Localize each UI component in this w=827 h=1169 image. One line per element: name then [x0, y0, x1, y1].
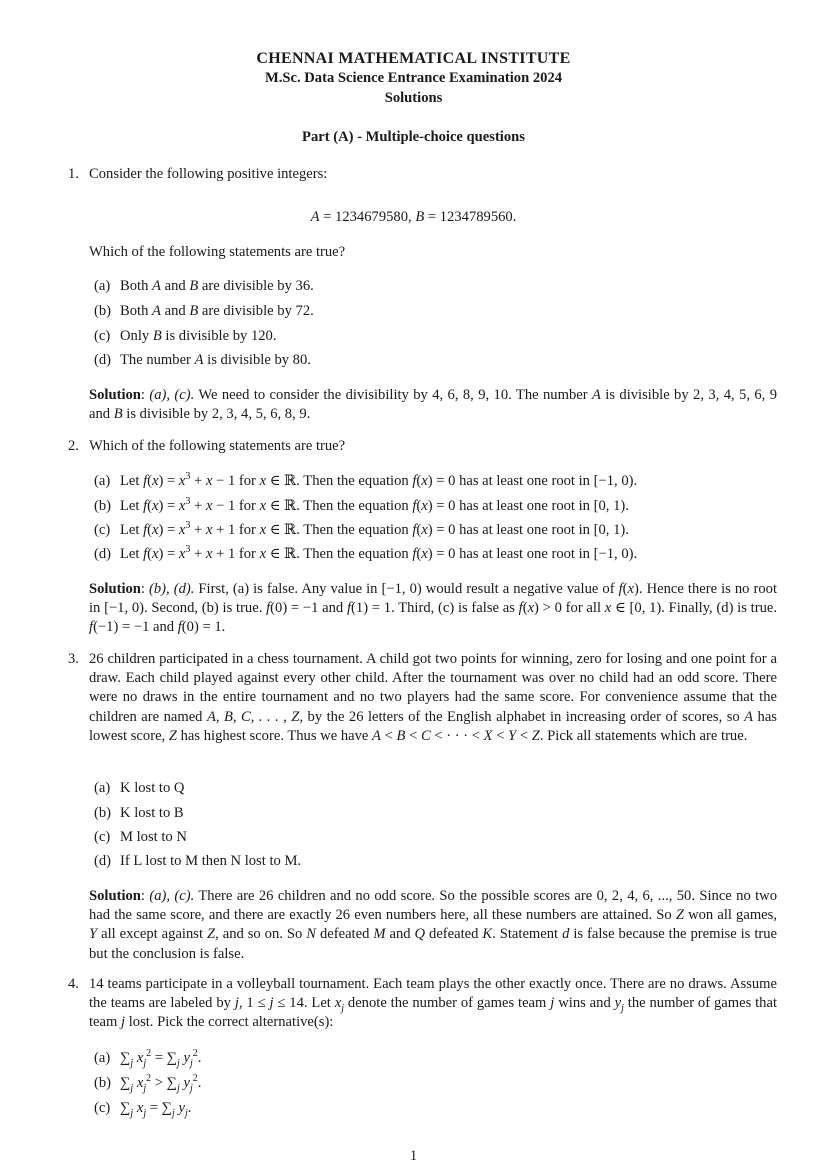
question-stem: 26 children participated in a chess tournament. A child got two points for winning, zero for losing and one point for a draw. Each child played against every other child. After the tournament was over no child had an odd score. There were no draws in the entire tournament and no two players had the same score. For convenience assume that the children are named A, B, C, . . . , Z, by the 26 letters of the English alphabet in increasing order of scores, so A has lowest score, Z has highest score. Thus we have A < B < C < · · · < X < Y < Z. Pick all statements which are true. [89, 651, 777, 744]
option-c: (c) $\sum_j$ $x_j = \sum_j$ $y_j$. [94, 1100, 192, 1119]
part-title: Part (A) - Multiple-choice questions [302, 129, 525, 145]
doc-type: Solutions [384, 90, 443, 106]
option-d: (d) If L lost to M then N lost to M. [94, 853, 302, 869]
option-a: (a) $\sum_j$ $x_j^2 = \sum_j$ $y_j^2$. [94, 1048, 202, 1069]
option-c: (c) Only B is divisible by 120. [94, 328, 277, 344]
exam-title: M.Sc. Data Science Entrance Examination 2024 [264, 70, 563, 86]
solution: Solution: (a), (c). There are 26 children and no odd score. So the possible scores are 0, 2, 4, 6, ..., 50. Since no two had the same score, and there are exactly 26 even numbers here, all these numbers are attained. So Z won all games, Y all except against Z, and so on. So N defeated M and Q defeated K. Statement d is false because the premise is true but the conclusion is false. [89, 888, 778, 962]
question-prompt: Which of the following statements are true? [89, 244, 346, 260]
option-c: (c) Let $f(x) = x^3 + x + 1$ for x ∈ ℝ. Then the equation f(x) = 0 has at least one root in [0, 1). [94, 520, 629, 538]
solution: Solution: (a), (c). We need to consider the divisibility by 4, 6, 8, 9, 10. The number A is divisible by 2, 3, 4, 5, 6, 9 and B is divisible by 2, 3, 4, 5, 6, 8, 9. [89, 387, 778, 423]
question-number: 1. [68, 166, 79, 182]
option-a: (a) K lost to Q [94, 780, 185, 796]
option-d: (d) Let $f(x) = x^3 + x + 1$ for x ∈ ℝ. Then the equation f(x) = 0 has at least one root in [−1, 0). [94, 544, 638, 562]
option-b: (b) K lost to B [94, 805, 184, 821]
option-b: (b) Both A and B are divisible by 72. [94, 303, 314, 319]
option-b: (b) Let $f(x) = x^3 + x - 1$ for x ∈ ℝ. Then the equation f(x) = 0 has at least one root in [0, 1). [94, 496, 629, 514]
question-number: 4. [68, 976, 79, 992]
question-number: 2. [68, 438, 79, 454]
question-number: 3. [68, 651, 79, 667]
question-stem: Consider the following positive integers: [89, 166, 328, 182]
display-equation: A = 1234679580, B = 1234789560. [310, 209, 517, 225]
solution: Solution: (b), (d). First, (a) is false. Any value in [−1, 0) would result a negative value of f(x). Hence there is no root in [−1, 0). Second, (b) is true. f(0) = −1 and f(1) = 1. Third, (c) is false as f(x) > 0 for all x ∈ [0, 1). Finally, (d) is true. f(−1) = −1 and f(0) = 1. [89, 581, 778, 636]
option-d: (d) The number A is divisible by 80. [94, 352, 311, 368]
institute-title: CHENNAI MATHEMATICAL INSTITUTE [256, 50, 571, 67]
option-a: (a) Let $f(x) = x^3 + x - 1$ for x ∈ ℝ. Then the equation f(x) = 0 has at least one root in [−1, 0). [94, 471, 638, 489]
page-number: 1 [409, 1148, 418, 1164]
option-a: (a) Both A and B are divisible by 36. [94, 278, 314, 294]
option-b: (b) $\sum_j$ $x_j^2 > \sum_j$ $y_j^2$. [94, 1073, 202, 1094]
question-stem: 14 teams participate in a volleyball tournament. Each team plays the other exactly once. There are no draws. Assume the teams are labeled by j, 1 ≤ j ≤ 14. Let $x_j$ denote the number of games team j wins and $y_j$ the number of games that team j lost. Pick the correct alternative(s): [89, 976, 778, 1031]
option-c: (c) M lost to N [94, 829, 187, 845]
question-prompt: Which of the following statements are true? [89, 438, 346, 454]
